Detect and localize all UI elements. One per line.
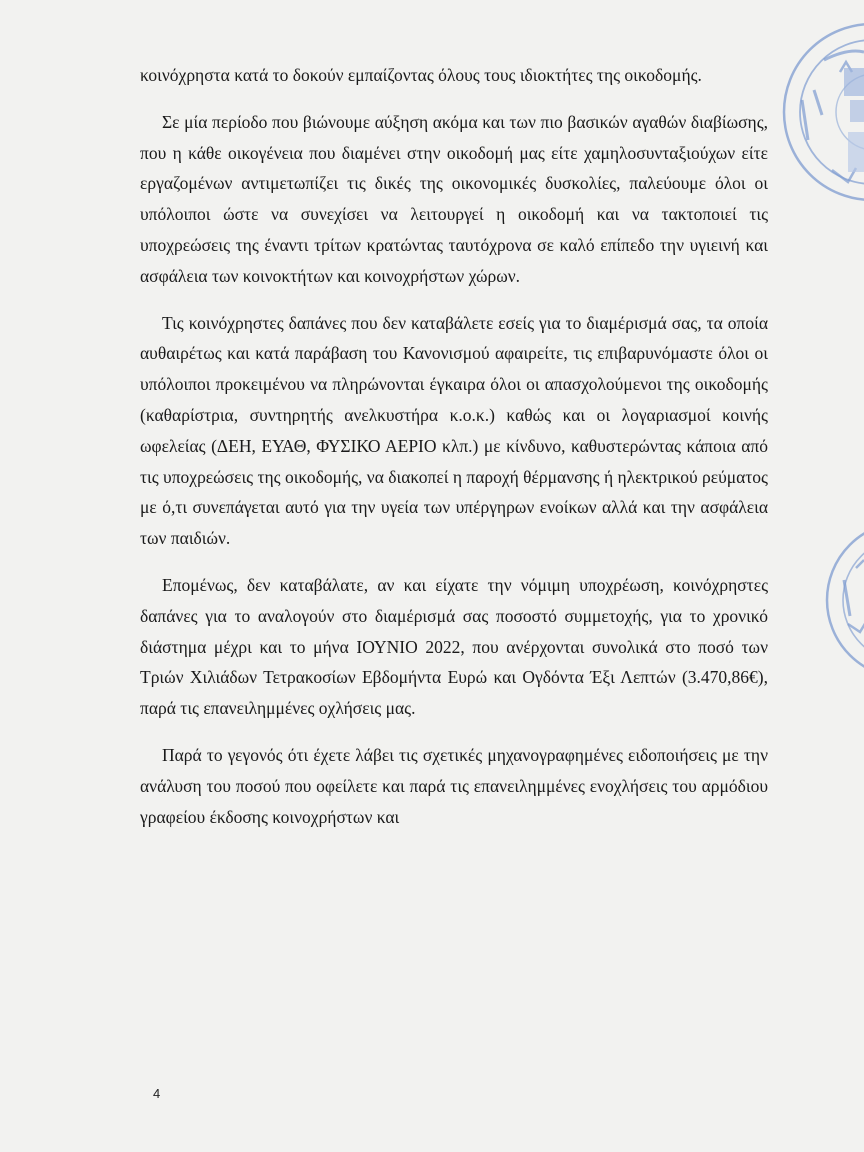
official-stamp-middle (800, 520, 864, 680)
paragraph-5: Παρά το γεγονός ότι έχετε λάβει τις σχετικές μηχανογραφημένες ειδοποιήσεις με την ανάλυση του ποσού που οφείλετε και παρά τις επανειλημμένες ενοχλήσεις του αρμόδιου γραφείου έκδοσης κοινοχρήστων και (140, 744, 768, 827)
paragraph-4: Επομένως, δεν καταβάλατε, αν και είχατε την νόμιμη υποχρέωση, κοινόχρηστες δαπάνες για το αναλογούν στο διαμέρισμά σας ποσοστό συμμετοχής, για το χρονικό διάστημα μέχρι και το μήνα ΙΟΥΝΙΟ 2022, που ανέρχονται συνολικά στο ποσό των Τριών Χιλιάδων Τετρακοσίων Εβδομήντα Ευρώ και Ογδόντα Έξι Λεπτών (3.470,86€), παρά τις επανειλημμένες οχλήσεις μας. (140, 574, 768, 719)
document-body (140, 60, 768, 848)
paragraph-3: Τις κοινόχρηστες δαπάνες που δεν καταβάλετε εσείς για το διαμέρισμά σας, τα οποία αυθαιρέτως και κατά παράβαση του Κανονισμού αφαιρείτε, τις επιβαρυνόμαστε όλοι οι υπόλοιποι προκειμένου να πληρώνονται έγκαιρα όλοι οι απασχολούμενοι της οικοδομής (καθαρίστρια, συντηρητής ανελκυστήρα κ.ο.κ.) καθώς και οι λογαριασμοί κοινής ωφελείας (ΔΕΗ, ΕΥΑΘ, ΦΥΣΙΚΟ ΑΕΡΙΟ κλπ.) με κίνδυνο, καθυστερώντας κάποια από τις υποχρεώσεις της οικοδομής, να διακοπεί η παροχή θέρμανσης ή ηλεκτρικού ρεύματος με ό,τι συνεπάγεται αυτό για την υγεία των υπέργηρων ενοίκων αλλά και την ασφάλεια των παιδιών. (140, 312, 768, 549)
page-number: 4 (153, 1086, 161, 1101)
paragraph-2: Σε μία περίοδο που βιώνουμε αύξηση ακόμα και των πιο βασικών αγαθών διαβίωσης, που η κάθε οικογένεια που διαμένει στην οικοδομή μας είτε χαμηλοσυνταξιούχων είτε εργαζομένων αντιμετωπίζει τις δικές της οικονομικές δυσκολίες, παλεύουμε όλοι οι υπόλοιποι ώστε να συνεχίσει να λειτουργεί η οικοδομή και να τακτοποιεί τις υποχρεώσεις της έναντι τρίτων κρατώντας ταυτόχρονα σε καλό επίπεδο την υγιεινή και ασφάλεια των κοινοκτήτων και κοινοχρήστων χώρων. (140, 111, 768, 286)
official-stamp-top (752, 20, 864, 210)
paragraph-1: κοινόχρηστα κατά το δοκούν εμπαίζοντας όλους τους ιδιοκτήτες της οικοδομής. (140, 65, 702, 85)
